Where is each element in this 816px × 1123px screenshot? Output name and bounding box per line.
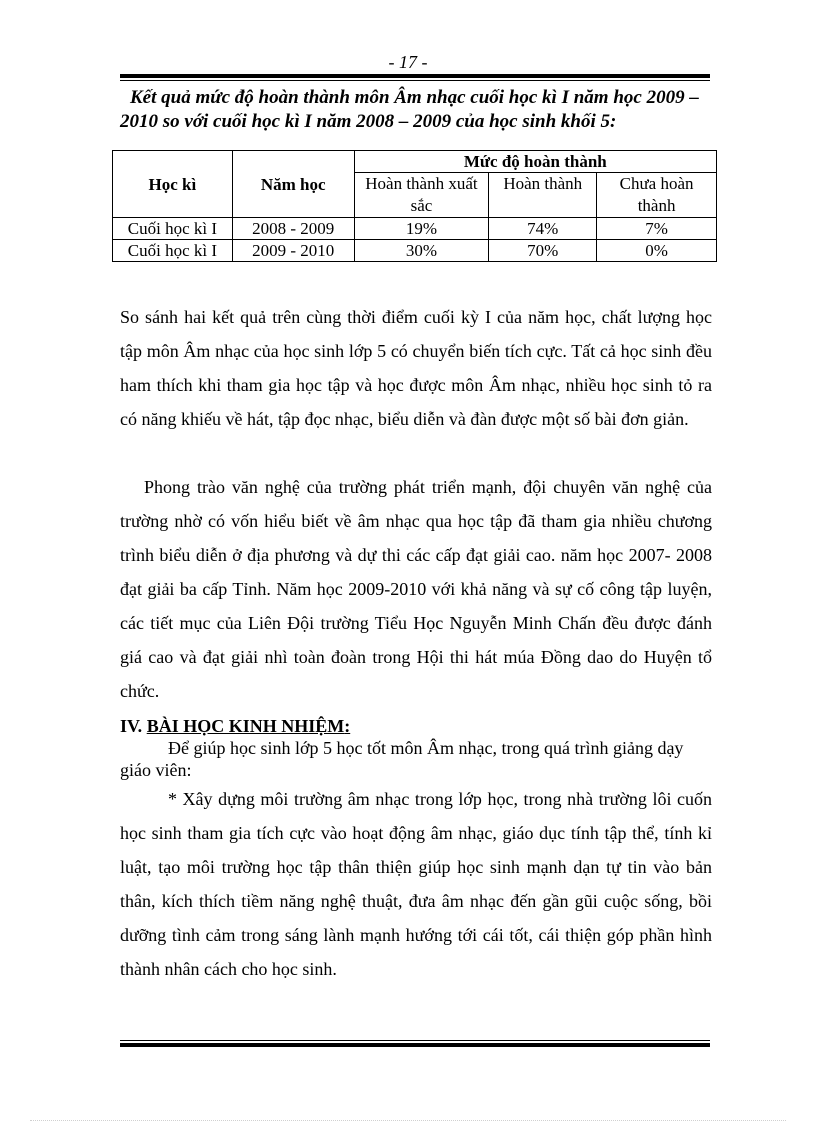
cell-excellent: 19%	[354, 218, 489, 240]
table-header-row	[113, 151, 717, 173]
header-rule-thin	[120, 80, 710, 81]
section-colon: :	[344, 716, 351, 736]
table-row	[113, 240, 717, 262]
cell-complete: 74%	[489, 218, 597, 240]
table-row	[113, 218, 717, 240]
section-number: IV.	[120, 716, 147, 736]
header-excellent: Hoàn thành xuất sắc	[354, 173, 489, 218]
footer-rule-thin	[120, 1040, 710, 1041]
page-edge-line	[30, 1120, 786, 1122]
paragraph-arts-movement: Phong trào văn nghệ của trường phát triển mạnh, đội chuyên văn nghệ của trường nhờ có vốn hiểu biết về âm nhạc qua học tập đã tham gia nhiều chương trình biểu diễn ở địa phương và dự thi các cấp đạt giải cao. năm học 2007- 2008 đạt giải ba cấp Tỉnh. Năm học 2009-2010 với khả năng và sự cố công tập luyện, các tiết mục của Liên Đội trường Tiểu Học Nguyễn Minh Chấn đều được đánh giá cao và đạt giải nhì toàn đoàn trong Hội thi hát múa Đồng dao do Huyện tổ chức.	[120, 477, 712, 701]
header-year: Năm học	[232, 151, 354, 218]
paragraph-intro: Để giúp học sinh lớp 5 học tốt môn Âm nhạc, trong quá trình giảng dạy giáo viên:	[120, 738, 684, 780]
cell-complete: 70%	[489, 240, 597, 262]
cell-incomplete: 0%	[597, 240, 717, 262]
cell-incomplete: 7%	[597, 218, 717, 240]
header-complete: Hoàn thành	[489, 173, 597, 218]
paragraph-comparison: So sánh hai kết quả trên cùng thời điểm cuối kỳ I của năm học, chất lượng học tập môn Âm nhạc của học sinh lớp 5 có chuyển biến tích cực. Tất cả học sinh đều ham thích khi tham gia học tập và học được môn Âm nhạc, nhiều học sinh tỏ ra có năng khiếu về hát, tập đọc nhạc, biểu diễn và đàn được một số bài đơn giản.	[120, 307, 712, 429]
table-heading	[120, 86, 720, 134]
cell-year: 2008 - 2009	[232, 218, 354, 240]
cell-excellent: 30%	[354, 240, 489, 262]
results-table	[112, 150, 717, 262]
header-completion-level: Mức độ hoàn thành	[354, 151, 716, 173]
header-rule-thick	[120, 74, 710, 78]
section-title: BÀI HỌC KINH NHIỆM	[146, 716, 345, 736]
cell-semester: Cuối học kì I	[113, 240, 233, 262]
paragraph-music-environment: * Xây dựng môi trường âm nhạc trong lớp học, trong nhà trường lôi cuốn học sinh tham gia tích cực vào hoạt động âm nhạc, giáo dục tính tập thể, tính kỉ luật, tạo môi trường học tập thân thiện giúp học sinh mạnh dạn tự tin vào bản thân, kích thích tiềm năng nghệ thuật, đưa âm nhạc đến gần gũi cuộc sống, bồi dưỡng tình cảm trong sáng lành mạnh hướng tới cái tốt, cái thiện góp phần hình thành nhân cách cho học sinh.	[120, 789, 712, 979]
page-number: - 17 -	[388, 52, 428, 72]
header-semester: Học kì	[113, 151, 233, 218]
heading-line-1: Kết quả mức độ hoàn thành môn Âm nhạc cuối học kì I năm học 2009 –	[130, 87, 699, 108]
cell-year: 2009 - 2010	[232, 240, 354, 262]
header-incomplete: Chưa hoàn thành	[597, 173, 717, 218]
heading-line-2: 2010 so với cuối học kì I năm 2008 – 2009 của học sinh khối 5:	[120, 111, 617, 132]
footer-rule-thick	[120, 1043, 710, 1047]
section-heading	[120, 715, 350, 737]
cell-semester: Cuối học kì I	[113, 218, 233, 240]
